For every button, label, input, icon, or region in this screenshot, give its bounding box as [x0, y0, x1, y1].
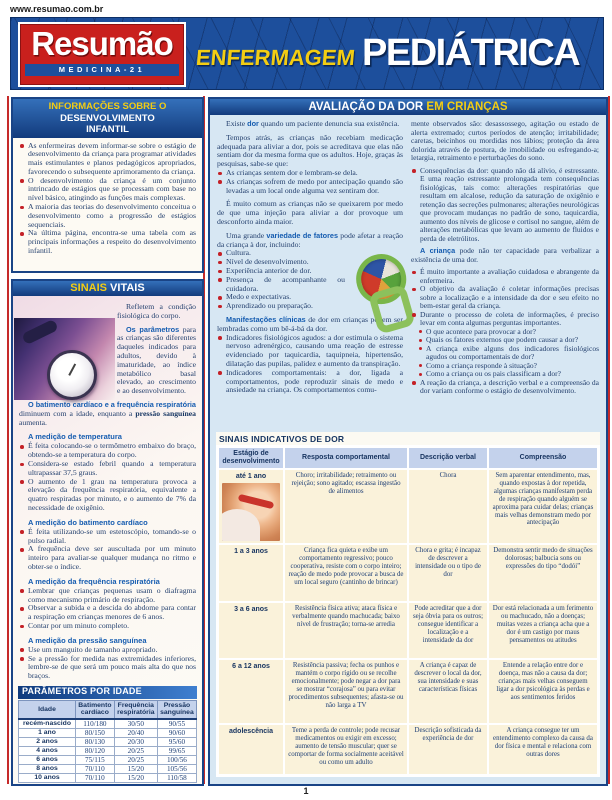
section-heading: A medição da pressão sanguínea	[28, 635, 147, 645]
emphasis: variedade de fatores	[266, 230, 339, 240]
list-item: Aprendizado ou preparação.	[217, 302, 345, 311]
emphasis: dor	[247, 120, 259, 128]
list-item: Indicadores fisiológicos agudos: a dor estimula o sistema nervoso adrenérgico, causando uma reação de estresse evidenciado por taquicardia, taquipneia, hipertensão, dilatação das pupilas, palidez e aumento da transpiração.	[217, 334, 403, 369]
website-url: www.resumao.com.br	[10, 4, 104, 14]
list-item: As crianças sofrem de medo por antecipação quando são levadas a um local onde alguma vez sentiram dor.	[217, 178, 403, 196]
table-cell: Sem aparentar entendimento, mas, quando expostas à dor repetida, algumas crianças manifestam perda de respiração quando alguém se aproxima para cuidar delas; crianças mais velhas demonstram medo por antecipação	[489, 470, 597, 543]
list-item: O objetivo da avaliação é coletar informações precisas sobre a localização e a intensidade da dor e seu efeito no bem-estar geral da criança.	[411, 285, 599, 311]
logo-series-label: MEDICINA-21	[25, 64, 179, 76]
table-cell: 110/180	[76, 719, 115, 729]
list-item: Durante o processo de coleta de informações, é preciso levar em conta algumas perguntas importantes.	[411, 311, 599, 328]
paragraph	[117, 326, 196, 396]
table-cell: 6 anos	[19, 755, 76, 764]
header-banner	[10, 17, 604, 90]
banner-subject: ENFERMAGEM	[194, 45, 357, 70]
list-item: O desenvolvimento da criança é um conjunto intrincado de estágios que se processam com base no nível básico, atingindo as funções mais complexas.	[19, 177, 196, 203]
list-item: Considera-se estado febril quando a temperatura ultrapassar 37,5 graus.	[19, 460, 196, 478]
stage-label: até 1 ano	[235, 473, 267, 480]
column-header: Batimento cardíaco	[76, 700, 115, 718]
params-table-title: PARÂMETROS POR IDADE	[18, 686, 197, 699]
rattle-handle	[368, 284, 416, 335]
table-row	[219, 545, 597, 601]
list-item: É feita colocando-se o termômetro embaixo do braço, obtendo-se a temperatura do corpo.	[19, 442, 196, 460]
list-item: Se a pressão for medida nas extremidades inferiores, lembre-se de que será um pouco mais alta do que nos braços.	[19, 655, 196, 681]
table-cell: 15/20	[114, 773, 157, 782]
stage-cell: adolescência	[219, 725, 283, 774]
baby-photo	[222, 483, 280, 541]
bullet-list	[217, 334, 403, 396]
list-item: A maioria das teorias do desenvolvimento conceitua o desenvolvimento como a progressão de estágios sequenciais.	[19, 203, 196, 229]
bullet-list	[217, 169, 403, 195]
list-item: As crianças sentem dor e lembram-se dela.	[217, 169, 403, 178]
table-cell: Dor está relacionada a um ferimento ou machucado, não a doenças; muitas vezes a criança acha que a dor é um castigo por maus pensamentos ou atitudes	[489, 603, 597, 658]
table-cell: 20/40	[114, 728, 157, 737]
table-cell: Chora e grita; é incapaz de descrever a intensidade ou o tipo de dor	[409, 545, 487, 601]
table-cell: Resistência física ativa; ataca física e verbalmente quando machucada; baixo nível de frustração; torna-se arredia	[285, 603, 407, 658]
table-header-row	[19, 700, 197, 718]
table-row	[219, 725, 597, 774]
table-cell: 95/60	[157, 737, 196, 746]
paragraph	[217, 232, 403, 250]
column-header: Frequência respiratória	[114, 700, 157, 718]
list-item: Use um manguito de tamanho apropriado.	[19, 646, 196, 655]
parameters-by-age	[18, 686, 197, 783]
pain-assessment-panel	[208, 97, 608, 786]
table-cell: Choro; irritabilidade; retraimento ou rejeição; sono agitado; escassa ingestão de alimentos	[285, 470, 407, 543]
emphasis: O batimento cardíaco e a frequência respiratória	[28, 399, 196, 409]
signs-table-wrap	[216, 445, 600, 777]
list-item: Contar por um minuto completo.	[19, 622, 196, 631]
vitals-title-part2: VITAIS	[110, 282, 145, 294]
table-cell: 2 anos	[19, 737, 76, 746]
info-bullet-list	[19, 142, 196, 256]
bullet-list	[19, 646, 196, 681]
table-cell: 20/25	[114, 746, 157, 755]
list-item: Experiência anterior de dor.	[217, 267, 345, 276]
table-cell: 20/25	[114, 755, 157, 764]
emphasis: Manifestações clínicas	[226, 314, 306, 324]
signs-table-title: SINAIS INDICATIVOS DE DOR	[216, 432, 600, 445]
table-cell: A criança é capaz de descrever o local da dor, sua intensidade e suas características físicas	[409, 660, 487, 723]
page-number: 1	[303, 786, 309, 796]
column-header: Resposta comportamental	[285, 448, 407, 468]
table-row	[19, 773, 197, 782]
table-cell: 75/115	[76, 755, 115, 764]
stage-cell: 1 a 3 anos	[219, 545, 283, 601]
list-item: É muito importante a avaliação cuidadosa e abrangente da enfermeira.	[411, 268, 599, 285]
paragraph-text: de dor em crianças podem ser lembradas como um bê-á-bá da dor.	[217, 314, 403, 333]
column-header: Estágio de desenvolvimento	[219, 448, 283, 468]
table-row	[219, 470, 597, 543]
table-cell: 99/65	[157, 746, 196, 755]
table-cell: 80/120	[76, 746, 115, 755]
table-row	[19, 746, 197, 755]
list-item: As enfermeiras devem informar-se sobre o estágio de desenvolvimento da criança para programar atividades mais estimulantes e planos pedagógicos apropriados, favorecendo o subsequente aprimoramento da criança.	[19, 142, 196, 177]
table-cell: 4 anos	[19, 746, 76, 755]
table-cell: Chora	[409, 470, 487, 543]
table-cell: Pode acreditar que a dor seja óbvia para os outros; consegue identificar a localização e a intensidade da dor	[409, 603, 487, 658]
list-item: A reação da criança, a descrição verbal e a compreensão da dor variam conforme o estágio de desenvolvimento.	[411, 379, 599, 396]
list-item: Indicadores comportamentais: a dor, ligada a comportamentos, pode reproduzir sinais de medo e ansiedade na criança. Os comportamentos comu-	[217, 369, 403, 395]
table-cell: Demonstra sentir medo de situações dolorosas; balbucia sons ou expressões do tipo “dodói”	[489, 545, 597, 601]
list-item: A frequência deve ser auscultada por um minuto inteiro para avaliar-se qualquer mudança no ritmo e obter-se o índice.	[19, 545, 196, 571]
table-cell: 90/60	[157, 728, 196, 737]
emphasis: Os parâmetros	[126, 324, 180, 334]
list-item: O aumento de 1 grau na temperatura provoca a elevação da frequência respiratória, equivalente a quatro respiradas por minuto, e o aumento de 7% da necessidade de oxigênio.	[19, 478, 196, 513]
list-item: Consequências da dor: quando não dá alívio, é estressante. E uma reação estressante prolongada tem consequências fisiológicas, tais como: alterações respiratórias que resultam em alcalose, redução da saturação de oxigênio e retenção das secreções pulmonares; alterações neurológicas que provocam mudanças no padrão de sono, taquicardia, aumento dos níveis de glicose e cortisol no sangue, além de alterações metabólicas que levam ao aumento de fluidos e perda de eletrólitos.	[411, 167, 599, 244]
vitals-header	[13, 281, 202, 296]
child-development-info-box	[11, 97, 204, 273]
table-cell: Descrição sofisticada da experiência de dor	[409, 725, 487, 774]
list-item: Lembrar que crianças pequenas usam o diafragma como mecanismo primário de respiração.	[19, 587, 196, 605]
table-cell: 80/130	[76, 737, 115, 746]
bullet-list	[19, 442, 196, 512]
sub-list-item: O que acontece para provocar a dor?	[411, 328, 599, 337]
paragraph-text: aumenta.	[19, 417, 47, 427]
emphasis: pressão sanguínea	[135, 408, 197, 418]
paragraph-text: pode não ter capacidade para verbalizar a existência de uma dor.	[411, 246, 599, 264]
gauge-tube	[21, 319, 59, 346]
column-header: Pressão sanguínea	[157, 700, 196, 718]
table-row	[219, 660, 597, 723]
resumao-logo	[18, 22, 186, 87]
info-box-header	[13, 99, 202, 138]
vitals-content	[13, 303, 202, 789]
table-cell: 70/110	[76, 773, 115, 782]
bullet-list	[19, 528, 196, 572]
logo-wordmark: Resumão	[31, 25, 173, 62]
column-header: Descrição verbal	[409, 448, 487, 468]
section-heading: A medição da frequência respiratória	[28, 576, 160, 586]
list-item: Cultura.	[217, 249, 345, 258]
table-header-row	[219, 448, 597, 468]
right-red-rule	[608, 96, 610, 784]
pain-title-part1: AVALIAÇÃO DA DOR	[308, 101, 427, 113]
list-item: Medo e expectativas.	[217, 293, 345, 302]
bullet-list	[411, 268, 599, 396]
paragraph-text: Uma grande	[226, 230, 267, 240]
paragraph-text: pode afetar a reação da criança à dor, incluindo:	[217, 230, 403, 249]
table-row	[19, 737, 197, 746]
stage-cell: 3 a 6 anos	[219, 603, 283, 658]
paragraph-text: para as crianças são diferentes daqueles indicados para adultos, devido à imaturidade, ao índice metabólico basal elevado, ao crescimento e ao desenvolvimento.	[117, 324, 196, 396]
paragraph: É muito comum as crianças não se queixarem por medo de que uma injeção para aliviar a dor provoque um desconforto ainda maior.	[217, 199, 403, 226]
list-item: Na última página, encontra-se uma tabela com as principais informações a respeito do desenvolvimento infantil.	[19, 229, 196, 255]
paragraph	[217, 120, 403, 129]
table-row	[219, 603, 597, 658]
table-cell: 15/20	[114, 764, 157, 773]
paragraph-text: quando um paciente denuncia sua existência.	[258, 120, 400, 128]
table-cell: 30/50	[114, 719, 157, 729]
vitals-body	[19, 401, 196, 681]
paragraph	[19, 401, 196, 427]
table-cell: 90/55	[157, 719, 196, 729]
sub-list-item: Quais os fatores externos que podem causar a dor?	[411, 336, 599, 345]
emphasis: A criança	[420, 246, 456, 255]
table-cell: 10 anos	[19, 773, 76, 782]
table-cell: 105/56	[157, 764, 196, 773]
table-cell: 80/150	[76, 728, 115, 737]
bullet-list	[19, 587, 196, 631]
left-red-rule	[7, 96, 9, 784]
pain-title-part2: EM CRIANÇAS	[426, 101, 508, 113]
bullet-list	[411, 167, 599, 244]
table-cell: Criança fica quieta e exibe um comportamento regressivo; pouco cooperativa, resiste com o corpo inteiro; reação de medo pode provocar a busca de um local seguro (cantinho de brincar)	[285, 545, 407, 601]
paragraph: Tempos atrás, as crianças não recebiam medicação adequada para aliviar a dor, pois se acreditava que elas não sentiam dor da mesma forma que os adultos. Hoje, graças às pesquisas, sabe-se que:	[217, 132, 403, 169]
signs-table	[217, 446, 599, 776]
column-header: Idade	[19, 700, 76, 718]
list-item: Presença de acompanhante ou cuidadora.	[217, 276, 345, 294]
vitals-intro	[117, 303, 196, 396]
section-heading: A medição do batimento cardíaco	[28, 517, 148, 527]
info-box-title-line3: INFANTIL	[86, 124, 129, 135]
info-box-title-line2: DESENVOLVIMENTO	[60, 112, 155, 124]
table-cell: 8 anos	[19, 764, 76, 773]
info-box-title-line1: INFORMAÇÕES SOBRE O	[48, 101, 167, 112]
sub-list-item: Como a criança ou os pais classificam a dor?	[411, 370, 599, 379]
table-cell: 100/56	[157, 755, 196, 764]
paragraph-text: Existe	[226, 120, 248, 128]
sub-list-item: A criança exibe alguns dos indicadores fisiológicos agudos ou comportamentais de dor?	[411, 345, 599, 362]
table-cell: 20/30	[114, 737, 157, 746]
bullet-list	[217, 249, 345, 311]
vitals-title-part1: SINAIS	[70, 282, 107, 294]
table-cell: recém-nascido	[19, 719, 76, 729]
list-item: Nível de desenvolvimento.	[217, 258, 345, 267]
paragraph: Refletem a condição fisiológica do corpo.	[117, 302, 196, 320]
banner-title: PEDIÁTRICA	[362, 32, 580, 74]
list-item: É feita utilizando-se um estetoscópio, tomando-se o pulso radial.	[19, 528, 196, 546]
sub-list-item: Como a criança responde à situação?	[411, 362, 599, 371]
paragraph-text: diminuem com a idade, enquanto a	[19, 408, 136, 418]
pain-text-column-right	[411, 120, 599, 432]
table-cell: A criança consegue ter um entendimento complexo da causa da dor física e mental e relaciona com outras dores	[489, 725, 597, 774]
stage-cell: 6 a 12 anos	[219, 660, 283, 723]
table-row	[19, 728, 197, 737]
column-header: Compreensão	[489, 448, 597, 468]
table-cell: 1 ano	[19, 728, 76, 737]
paragraph: mente observados são: desassossego, agitação ou estado de alerta extremado; curtos períodos de atenção; irritabilidade; caretas, beicinhos ou mordidas nos lábios; proteção da área dolorida através de postura, de imobilidade ou esfregando-a; letargia, retraimento e perturbações do sono.	[411, 120, 599, 162]
params-table	[18, 700, 197, 783]
list-item: Observar a subida e a descida do abdome para contar a respiração em crianças menores de 6 anos.	[19, 604, 196, 622]
pain-signs-section	[216, 432, 600, 777]
table-row	[19, 755, 197, 764]
table-cell: 110/58	[157, 773, 196, 782]
table-row	[19, 764, 197, 773]
table-row	[19, 719, 197, 729]
table-cell: Resistência passiva; fecha os punhos e mantém o corpo rígido ou se recolhe emocionalmente; pode negar a dor para se mostrar “corajosa” ou para evitar procedimentos subsequentes; afasta-se ou não larga a TV	[285, 660, 407, 723]
pain-panel-header	[210, 99, 606, 115]
table-cell: Teme a perda de controle; pode recusar medicamentos ou exigir em excesso; aumento de tensão muscular; quer se comportar de forma socialmente aceitável ou como um adulto	[285, 725, 407, 774]
section-heading: A medição de temperatura	[28, 432, 122, 442]
sphygmomanometer-photo	[14, 318, 115, 400]
table-cell: 70/110	[76, 764, 115, 773]
paragraph	[411, 247, 599, 264]
table-cell: Entende a relação entre dor e doença, mas não a causa da dor; crianças mais velhas conseguem ligar a dor psicológica às perdas e aos sentimentos feridos	[489, 660, 597, 723]
gauge-dial	[47, 350, 97, 400]
vital-signs-box	[11, 279, 204, 786]
stage-cell	[219, 470, 283, 543]
